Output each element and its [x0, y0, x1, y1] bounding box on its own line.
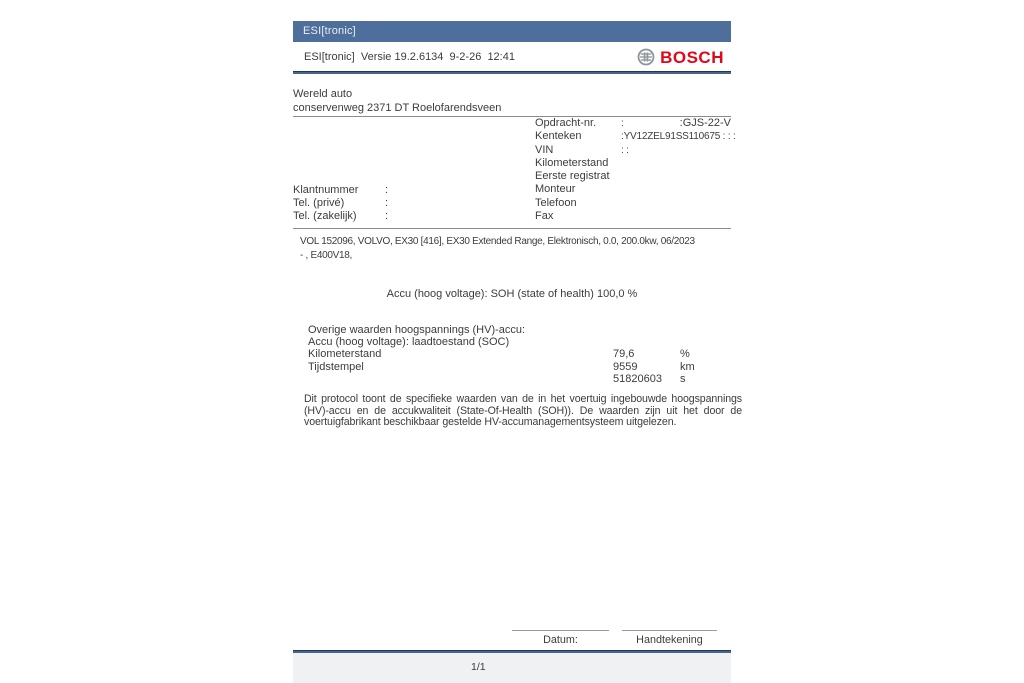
- hv-row: [308, 336, 731, 348]
- field-row-tel-zakelijk: [293, 210, 523, 223]
- hv-value: 51820603: [613, 372, 662, 385]
- protocol-description: Dit protocol toont de specifieke waarden van de in het voertuig ingebouwde hoogspannings (HV)-accu en de accukwaliteit (State-Of-Health (SOH)). De waarden zijn uit het door de voertuigfabrikant beschikbaar gestelde HV-accumanagementsysteem uitgelezen.: [304, 393, 742, 429]
- hv-values-table: [308, 324, 731, 385]
- hv-unit: [680, 324, 731, 336]
- bosch-wordmark: BOSCH: [660, 47, 724, 67]
- bosch-symbol-icon: [637, 48, 655, 66]
- field-row-fax: [535, 210, 731, 223]
- vehicle-line-2: - , E400V18,: [300, 249, 352, 261]
- signature-line: [622, 630, 717, 631]
- field-value: :GJS-22-V: [679, 117, 731, 129]
- field-label: Kilometerstand: [535, 156, 609, 169]
- field-separator: :: [385, 210, 389, 223]
- field-value: : :: [621, 144, 629, 156]
- field-label: Monteur: [535, 183, 576, 196]
- field-label: Eerste registrat: [535, 170, 610, 183]
- hv-row: [308, 348, 731, 360]
- field-label: Fax: [535, 210, 554, 223]
- field-value: [621, 157, 731, 170]
- signature-label: Handtekening: [636, 634, 703, 646]
- footer: [293, 653, 731, 683]
- field-value: [621, 197, 731, 210]
- hv-label: Kilometerstand: [308, 348, 382, 361]
- version-text: ESI[tronic] Versie 19.2.6134 9-2-26 12:41: [304, 51, 515, 63]
- hv-value: 79,6: [613, 348, 635, 361]
- soh-headline: Accu (hoog voltage): SOH (state of health) 100,0 %: [386, 288, 638, 300]
- field-row-tel-prive: [293, 197, 523, 210]
- field-separator: :: [621, 118, 624, 129]
- field-label: Telefoon: [535, 196, 577, 209]
- field-value: [621, 170, 731, 183]
- field-row-vin: [535, 144, 731, 157]
- vehicle-line-1: VOL 152096, VOLVO, EX30 [416], EX30 Extended Range, Elektronisch, 0.0, 200.0kw, 06/2023: [300, 236, 695, 247]
- field-value: [621, 210, 731, 223]
- bosch-logo: [637, 48, 731, 66]
- field-value: [621, 183, 731, 196]
- titlebar: [293, 21, 731, 42]
- hv-row: [308, 373, 731, 385]
- hv-unit: km: [680, 360, 695, 373]
- field-separator: :: [385, 197, 389, 210]
- order-fields: [535, 117, 736, 223]
- report-content: [293, 0, 742, 683]
- signature-date-block: [512, 630, 609, 646]
- hv-value: [613, 336, 680, 348]
- hv-label: Accu (hoog voltage): laadtoestand (SOC): [308, 336, 510, 349]
- hv-label: [308, 373, 613, 385]
- hv-value: 9559: [613, 360, 638, 373]
- field-label: Klantnummer: [293, 184, 359, 196]
- field-label: Opdracht-nr.: [535, 117, 597, 129]
- date-signature-line: [512, 630, 609, 631]
- hv-row: [308, 324, 731, 336]
- hv-unit: s: [680, 372, 686, 385]
- customer-address: conservenweg 2371 DT Roelofarendsveen: [293, 102, 502, 114]
- hv-label: Tijdstempel: [308, 360, 364, 373]
- titlebar-text: ESI[tronic]: [303, 25, 356, 37]
- version-row: [293, 44, 731, 70]
- field-row-klantnummer: [293, 184, 523, 197]
- field-separator: :: [385, 184, 389, 196]
- section-divider: [293, 228, 731, 229]
- signature-block: [622, 630, 717, 646]
- header-divider: [293, 71, 731, 74]
- hv-unit: %: [680, 348, 690, 361]
- field-row-kenteken: [535, 130, 736, 143]
- customer-name: Wereld auto: [293, 88, 353, 100]
- field-row-eerste-registrat: [535, 170, 731, 183]
- field-row-monteur: [535, 183, 731, 196]
- hv-label: Overige waarden hoogspannings (HV)-accu:: [308, 324, 526, 336]
- field-label: Kenteken: [535, 130, 582, 143]
- vehicle-info: [300, 235, 734, 262]
- hv-unit: [680, 336, 731, 348]
- date-label: Datum:: [543, 634, 578, 646]
- field-row-kilometerstand: [535, 157, 731, 170]
- field-row-opdracht: [535, 117, 731, 130]
- customer-fields: [293, 184, 523, 224]
- field-label: Tel. (zakelijk): [293, 210, 357, 223]
- page-number: 1/1: [471, 661, 486, 673]
- hv-row: [308, 361, 731, 373]
- field-value: :YV12ZEL91SS110675 : : :: [621, 131, 736, 143]
- hv-value: [613, 324, 680, 336]
- field-label: Tel. (privé): [293, 197, 345, 210]
- field-label: VIN: [535, 143, 554, 156]
- field-row-telefoon: [535, 197, 731, 210]
